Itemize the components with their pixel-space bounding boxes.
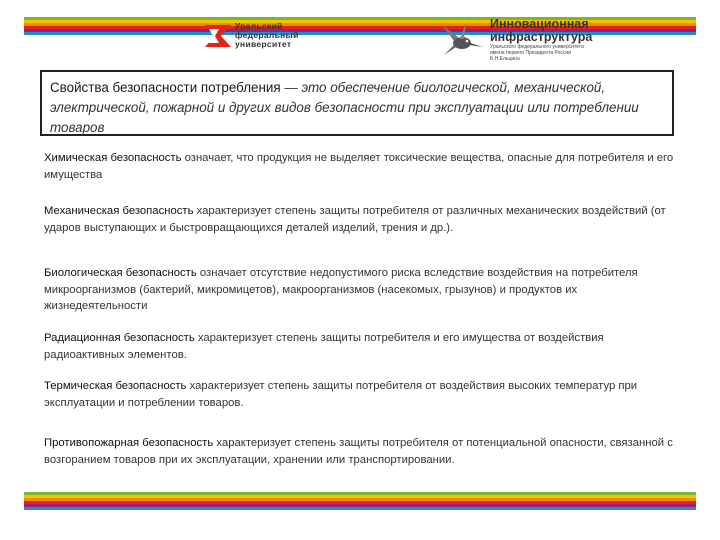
innovation-logo xyxy=(440,18,592,62)
paragraph-fire xyxy=(44,435,674,468)
definition-term: Свойства безопасности потребления xyxy=(50,80,281,95)
urfu-emblem-icon xyxy=(205,25,231,47)
innovation-logo-title-2: инфраструктура xyxy=(490,29,593,44)
paragraph-thermal xyxy=(44,378,674,411)
urfu-logo-line-3: университет xyxy=(235,39,292,49)
paragraph-term: Радиационная безопасность xyxy=(44,332,195,344)
paragraph-term: Химическая безопасность xyxy=(44,152,182,164)
paragraph-biological xyxy=(44,265,674,315)
innovation-logo-title-1: Инновационная xyxy=(490,17,589,31)
bottom-color-stripes xyxy=(24,492,696,510)
paragraph-text: характеризует степень защиты потребителя от воздействия высоких температур при эксплуатации и потреблении товаров. xyxy=(44,380,638,409)
paragraph-text: характеризует степень защиты потребителя и его имущества от воздействия радиоактивных элементов. xyxy=(44,332,604,361)
color-stripe xyxy=(24,32,696,35)
urfu-logo-line-1: Уральский xyxy=(235,21,283,31)
color-stripe xyxy=(24,507,696,510)
hummingbird-icon xyxy=(440,21,484,59)
paragraph-text: характеризует степень защиты потребителя от потенциальной опасности, связанной с возгоранием товаров при их эксплуатации, хранении или транспортировании. xyxy=(44,437,673,466)
paragraph-mechanical xyxy=(44,203,674,236)
paragraph-text: означает отсутствие недопустимого риска вследствие воздействия на потребителя микроорганизмов (бактерий, микромицетов), макроорганизмов (насекомых, грызунов) и продуктов их жизнедеятельности xyxy=(44,267,638,312)
paragraph-text: характеризует степень защиты потребителя от различных механических воздействий (от ударов выступающих и быстровращающихся деталей изделий, трения и др.). xyxy=(44,205,666,234)
paragraph-term: Биологическая безопасность xyxy=(44,267,197,279)
paragraph-text: означает, что продукция не выделяет токсические вещества, опасные для потребителя и его имущества xyxy=(44,152,674,181)
urfu-logo xyxy=(205,22,299,49)
paragraph-radiation xyxy=(44,330,674,363)
innovation-logo-subtitle: Уральского федерального университета имени первого Президента России Б.Н.Ельцина xyxy=(490,44,584,62)
definition-box xyxy=(40,70,674,136)
urfu-logo-line-2: федеральный xyxy=(235,30,299,40)
paragraph-term: Термическая безопасность xyxy=(44,380,187,392)
paragraph-chemical xyxy=(44,150,674,183)
top-color-stripes xyxy=(24,17,696,35)
paragraph-term: Противопожарная безопасность xyxy=(44,437,214,449)
paragraph-term: Механическая безопасность xyxy=(44,205,194,217)
definition-text: — это обеспечение биологической, механической, электрической, пожарной и других видов безопасности при эксплуатации или потреблении товаров xyxy=(50,80,639,135)
